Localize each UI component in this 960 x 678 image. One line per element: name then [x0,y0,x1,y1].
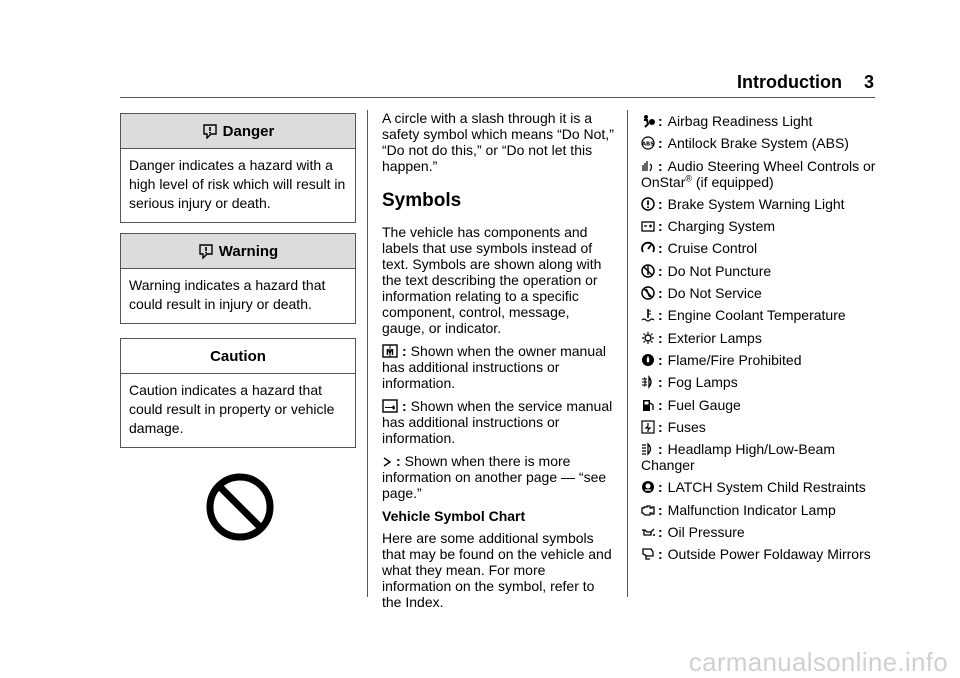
vehicle-symbol-chart-heading: Vehicle Symbol Chart [382,508,526,524]
oil-pressure-icon [641,525,655,539]
flame-prohibited-icon [641,353,655,367]
symbol-label: Charging System [667,218,776,235]
coolant-temperature-icon [641,308,655,322]
symbol-label: Malfunction Indicator Lamp [667,501,836,518]
warning-text: Warning indicates a hazard that could result in injury or death. [129,277,326,312]
see-page-arrow-icon [382,456,392,468]
mirror-foldaway-icon [641,547,655,561]
symbol-label: Flame/Fire Prohibited [667,351,802,368]
column-2 [382,110,614,617]
fog-lamp-icon [641,375,655,389]
symbol-list-item [641,397,891,413]
symbol-list-item [641,441,891,473]
page-header [737,72,874,93]
symbol-list-item [641,135,891,151]
symbol-label: Do Not Puncture [667,262,772,279]
danger-box-header [121,114,355,149]
danger-title: Danger [222,122,275,140]
owner-manual-colon: : [402,343,407,359]
symbol-label: Oil Pressure [667,524,745,541]
prohibition-symbol-icon [205,472,275,542]
symbol-list-item [641,158,891,190]
warning-box [120,233,356,324]
symbol-label: Cruise Control [667,240,758,257]
symbol-colon: : [658,195,663,212]
danger-box [120,113,356,223]
owner-manual-entry [382,343,614,391]
symbol-list-item [641,546,891,562]
symbol-list-item [641,479,891,495]
symbol-colon: : [658,546,663,563]
symbol-label-suffix: (if equipped) [692,173,774,190]
symbol-colon: : [658,351,663,368]
symbol-label: Do Not Service [667,285,762,302]
caution-box [120,338,356,448]
symbol-label: Audio Steering Wheel Controls or OnStar [641,157,876,190]
symbol-colon: : [658,501,663,518]
fuel-gauge-icon [641,398,655,412]
symbols-heading: Symbols [382,190,462,211]
symbol-colon: : [658,307,663,324]
caution-box-header [121,339,355,374]
symbol-label: Exterior Lamps [667,329,762,346]
symbol-label: Fuses [667,418,706,435]
watermark: carmanualsonline.info [688,647,948,677]
column-divider [367,110,368,597]
warning-title: Warning [218,242,279,260]
see-page-entry [382,453,614,501]
warning-box-header [121,234,355,269]
circle-slash-paragraph: A circle with a slash through it is a safety symbol which means “Do Not,” “Do not do this,” or “Do not let this happen.” [382,110,614,174]
symbol-list-item [641,502,891,518]
symbol-list-item [641,218,891,234]
symbol-list-item [641,352,891,368]
headlamp-beam-icon [641,442,655,456]
symbol-list-item [641,419,891,435]
symbol-list-item [641,263,891,279]
warning-bubble-icon [198,243,214,259]
symbol-colon: : [658,524,663,541]
symbol-list-item [641,285,891,301]
symbol-colon: : [658,396,663,413]
symbol-list-item [641,374,891,390]
symbol-colon: : [658,157,663,174]
symbol-label: Antilock Brake System (ABS) [667,135,849,152]
owner-manual-text: Shown when the owner manual has additional instructions or information. [382,343,607,391]
symbol-list [641,113,891,569]
registered-mark: ® [685,172,692,183]
engine-malfunction-icon [641,503,655,517]
symbols-intro: The vehicle has components and labels that use symbols instead of text. Symbols are shown along with the text describing the operation or information relating to a specific component, control, message, gauge, or indicator. [382,224,602,336]
warning-bubble-icon [202,123,218,139]
section-title: Introduction [737,72,842,92]
symbol-label: Brake System Warning Light [667,195,845,212]
child-restraint-icon [641,480,655,494]
symbol-label: LATCH System Child Restraints [667,479,866,496]
owner-manual-icon [382,344,398,358]
vehicle-symbol-chart-intro: Here are some additional symbols that may be found on the vehicle and what they mean. For more information on the symbol, refer to the Index. [382,530,612,610]
symbol-list-item [641,240,891,256]
symbol-label: Outside Power Foldaway Mirrors [667,546,871,563]
symbol-colon: : [658,113,663,129]
fuse-icon [641,420,655,434]
see-page-colon: : [396,453,401,469]
see-page-text: Shown when there is more information on another page — “see page.” [382,453,607,501]
battery-icon [641,219,655,233]
caution-title: Caution [210,347,266,365]
header-rule [120,97,875,98]
symbol-colon: : [658,479,663,496]
exterior-lamps-icon [641,331,655,345]
danger-text: Danger indicates a hazard with a high level of risk which will result in serious injury or death. [129,157,346,211]
symbol-colon: : [658,240,663,257]
steering-wheel-controls-icon [641,159,655,173]
symbol-colon: : [658,285,663,302]
cruise-control-icon [641,241,655,255]
do-not-service-icon [641,286,655,300]
symbol-colon: : [658,418,663,435]
symbol-list-item [641,524,891,540]
symbol-colon: : [658,262,663,279]
service-manual-colon: : [402,398,407,414]
service-manual-text: Shown when the service manual has additional instructions or information. [382,398,613,446]
symbol-label: Airbag Readiness Light [667,113,813,129]
symbol-label: Fog Lamps [667,374,738,391]
symbol-list-item [641,196,891,212]
symbol-list-item [641,307,891,323]
symbol-colon: : [658,135,663,152]
symbol-list-item [641,330,891,346]
service-manual-entry [382,398,614,446]
abs-icon [641,136,655,150]
service-manual-icon [382,399,398,413]
symbol-colon: : [658,218,663,235]
symbol-colon: : [658,441,663,458]
symbol-colon: : [658,329,663,346]
svg-text:M: M [386,348,394,357]
do-not-puncture-icon [641,264,655,278]
svg-text:ABS: ABS [641,141,655,148]
airbag-icon [641,114,655,128]
symbol-label: Engine Coolant Temperature [667,307,846,324]
column-divider [627,110,628,597]
symbol-label: Headlamp High/Low-Beam Changer [641,441,835,474]
symbol-colon: : [658,374,663,391]
caution-text: Caution indicates a hazard that could result in property or vehicle damage. [129,382,335,436]
page-number: 3 [863,72,874,92]
symbol-label: Fuel Gauge [667,396,741,413]
symbol-list-item [641,113,891,129]
brake-warning-icon [641,197,655,211]
